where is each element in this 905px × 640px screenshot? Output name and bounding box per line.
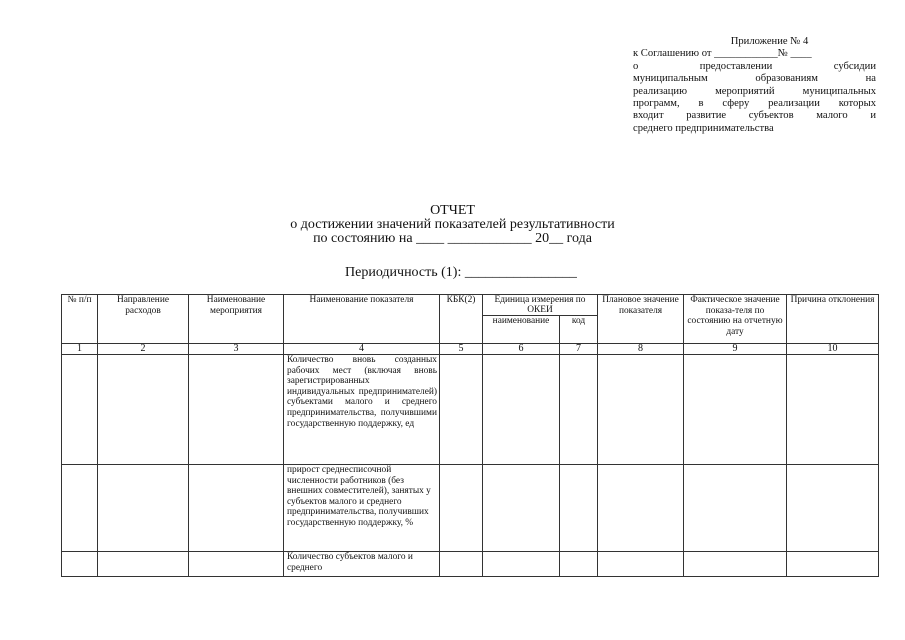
- header-unit-name: наименование: [483, 316, 560, 344]
- appendix-number: Приложение № 4: [730, 36, 809, 47]
- table-cell: [787, 552, 879, 577]
- header-deviation-reason: Причина отклонения: [787, 295, 879, 344]
- report-title: [0, 204, 905, 246]
- table-cell: [787, 465, 879, 552]
- table-cell: [560, 465, 598, 552]
- column-number: 10: [787, 344, 879, 355]
- column-number: 1: [62, 344, 98, 355]
- report-table: [61, 294, 879, 577]
- table-cell: [560, 552, 598, 577]
- table-cell: [560, 355, 598, 465]
- indicator-cell: прирост среднесписочной численности работников (без внешних совместителей), занятых у субъектов малого и среднего предпринимательства, получивших государственную поддержку, %: [284, 465, 440, 552]
- appendix-subject-line: среднего предпринимательства: [633, 122, 774, 134]
- table-cell: [483, 552, 560, 577]
- table-cell: [787, 355, 879, 465]
- column-number: 2: [98, 344, 189, 355]
- table-row: [62, 465, 879, 552]
- periodicity-line: Периодичность (1): ________________: [345, 265, 577, 280]
- indicator-cell: Количество субъектов малого и среднего: [284, 552, 440, 577]
- header-kbk: КБК(2): [440, 295, 483, 344]
- column-number: 6: [483, 344, 560, 355]
- column-number: 3: [189, 344, 284, 355]
- column-number: 9: [684, 344, 787, 355]
- appendix-subject-line: муниципальным образованиям на: [633, 73, 876, 85]
- indicator-cell: Количество вновь созданных рабочих мест (включая вновь зарегистрированных индивидуальных предпринимателей) субъектами малого и среднего предпринимательства, получившими государственную поддержку, ед: [284, 355, 440, 465]
- table-row: [62, 552, 879, 577]
- column-number: 4: [284, 344, 440, 355]
- table-cell: [98, 465, 189, 552]
- table-cell: [440, 355, 483, 465]
- appendix-subject-line: программ, в сферу реализации которых: [633, 98, 876, 110]
- header-planned-value: Плановое значение показателя: [598, 295, 684, 344]
- table-cell: [62, 465, 98, 552]
- column-number: 7: [560, 344, 598, 355]
- table-cell: [98, 355, 189, 465]
- table-cell: [684, 355, 787, 465]
- header-unit-code: код: [560, 316, 598, 344]
- table-cell: [62, 355, 98, 465]
- column-number: 5: [440, 344, 483, 355]
- table-cell: [189, 552, 284, 577]
- header-actual-value: Фактическое значение показа-теля по состоянию на отчетную дату: [684, 295, 787, 344]
- table-cell: [598, 355, 684, 465]
- table-cell: [62, 552, 98, 577]
- table-cell: [598, 552, 684, 577]
- table-cell: [440, 552, 483, 577]
- table-cell: [483, 465, 560, 552]
- agreement-reference: к Соглашению от ____________№ ____: [633, 48, 812, 60]
- table-cell: [598, 465, 684, 552]
- table-row: [62, 355, 879, 465]
- header-activity-name: Наименование мероприятия: [189, 295, 284, 344]
- report-title-subject: о достижении значений показателей результативности: [290, 217, 615, 232]
- report-title-date: по состоянию на ____ ____________ 20__ года: [313, 231, 592, 246]
- report-title-heading: ОТЧЕТ: [430, 203, 475, 218]
- table-cell: [684, 552, 787, 577]
- header-indicator-name: Наименование показателя: [284, 295, 440, 344]
- column-number: 8: [598, 344, 684, 355]
- appendix-subject-line: реализацию мероприятий муниципальных: [633, 85, 876, 97]
- header-expense-direction: Направление расходов: [98, 295, 189, 344]
- table-cell: [483, 355, 560, 465]
- table-cell: [189, 465, 284, 552]
- table-cell: [684, 465, 787, 552]
- appendix-subject-line: входит развитие субъектов малого и: [633, 110, 876, 122]
- table-cell: [98, 552, 189, 577]
- appendix-header: [633, 36, 876, 135]
- table-cell: [189, 355, 284, 465]
- column-numbers-row: [62, 344, 879, 355]
- header-unit-okei: Единица измерения по ОКЕИ: [483, 295, 598, 316]
- appendix-subject-line: о предоставлении субсидии: [633, 60, 876, 72]
- header-row-number: № п/п: [62, 295, 98, 344]
- table-cell: [440, 465, 483, 552]
